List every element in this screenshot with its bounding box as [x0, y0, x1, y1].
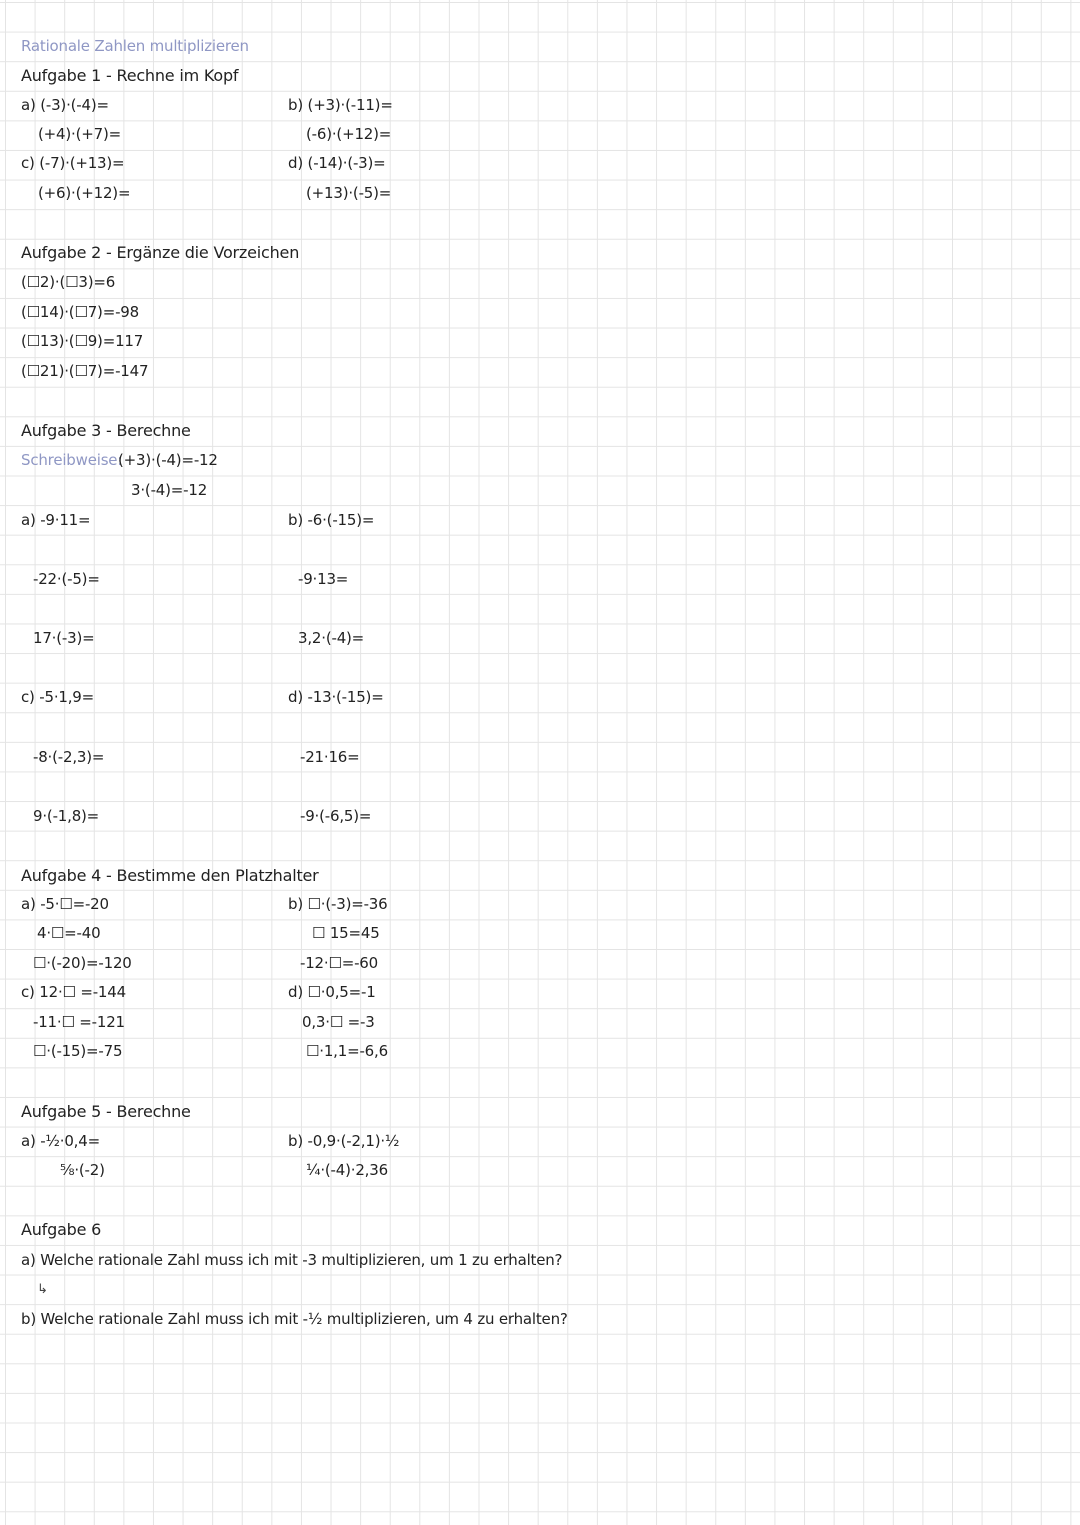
task2-line4: (☐21)·(☐7)=-147 — [21, 362, 149, 380]
task4-b3: -12·☐=-60 — [300, 954, 378, 972]
task3-d2: -21·16= — [300, 748, 360, 766]
task5-b1: b) -0,9·(-2,1)·½ — [288, 1132, 400, 1150]
task4-b2: ☐ 15=45 — [312, 924, 380, 942]
task3-a3: 17·(-3)= — [33, 629, 95, 647]
task3-c2: -8·(-2,3)= — [33, 748, 105, 766]
answer-arrow-icon: ↳ — [37, 1282, 48, 1297]
task6-heading: Aufgabe 6 — [21, 1220, 102, 1239]
task1-a2: (+4)·(+7)= — [38, 125, 121, 143]
task4-a2: 4·☐=-40 — [37, 924, 101, 942]
task3-a1: a) -9·11= — [21, 511, 91, 529]
task1-a1: a) (-3)·(-4)= — [21, 96, 109, 114]
task2-line1: (☐2)·(☐3)=6 — [21, 273, 116, 291]
task3-c3: 9·(-1,8)= — [33, 807, 100, 825]
task1-b2: (-6)·(+12)= — [306, 125, 392, 143]
task3-hint-line2: 3·(-4)=-12 — [131, 481, 208, 499]
task3-heading: Aufgabe 3 - Berechne — [21, 421, 191, 440]
task5-a2: ⅝·(-2) — [60, 1161, 105, 1179]
task5-heading: Aufgabe 5 - Berechne — [21, 1102, 191, 1121]
task4-d1: d) ☐·0,5=-1 — [288, 983, 376, 1001]
task4-d3: ☐·1,1=-6,6 — [306, 1042, 388, 1060]
task5-b2: ¼·(-4)·2,36 — [306, 1161, 388, 1179]
task3-hint-line1: (+3)·(-4)=-12 — [118, 451, 218, 469]
task2-line3: (☐13)·(☐9)=117 — [21, 332, 144, 350]
task3-b1: b) -6·(-15)= — [288, 511, 375, 529]
task4-c3: ☐·(-15)=-75 — [33, 1042, 123, 1060]
task4-a3: ☐·(-20)=-120 — [33, 954, 132, 972]
task4-c2: -11·☐ =-121 — [33, 1013, 125, 1031]
task4-b1: b) ☐·(-3)=-36 — [288, 895, 388, 913]
task6-question-a: a) Welche rationale Zahl muss ich mit -3 multiplizieren, um 1 zu erhalten? — [21, 1251, 563, 1269]
task3-d1: d) -13·(-15)= — [288, 688, 384, 706]
page-title: Rationale Zahlen multiplizieren — [21, 37, 249, 55]
task6-question-b: b) Welche rationale Zahl muss ich mit -½ multiplizieren, um 4 zu erhalten? — [21, 1310, 568, 1328]
task3-a2: -22·(-5)= — [33, 570, 100, 588]
task2-line2: (☐14)·(☐7)=-98 — [21, 303, 139, 321]
task1-heading: Aufgabe 1 - Rechne im Kopf — [21, 66, 239, 85]
task5-a1: a) -½·0,4= — [21, 1132, 100, 1150]
task4-d2: 0,3·☐ =-3 — [302, 1013, 375, 1031]
task1-b1: b) (+3)·(-11)= — [288, 96, 393, 114]
task3-d3: -9·(-6,5)= — [300, 807, 372, 825]
task3-b3: 3,2·(-4)= — [298, 629, 365, 647]
task3-hint-label: Schreibweise: — [21, 451, 123, 469]
task4-a1: a) -5·☐=-20 — [21, 895, 109, 913]
task3-c1: c) -5·1,9= — [21, 688, 95, 706]
task1-d1: d) (-14)·(-3)= — [288, 154, 386, 172]
task2-heading: Aufgabe 2 - Ergänze die Vorzeichen — [21, 243, 300, 262]
task4-c1: c) 12·☐ =-144 — [21, 983, 126, 1001]
task1-c2: (+6)·(+12)= — [38, 184, 131, 202]
task3-b2: -9·13= — [298, 570, 349, 588]
task4-heading: Aufgabe 4 - Bestimme den Platzhalter — [21, 866, 319, 885]
task1-d2: (+13)·(-5)= — [306, 184, 392, 202]
task1-c1: c) (-7)·(+13)= — [21, 154, 125, 172]
